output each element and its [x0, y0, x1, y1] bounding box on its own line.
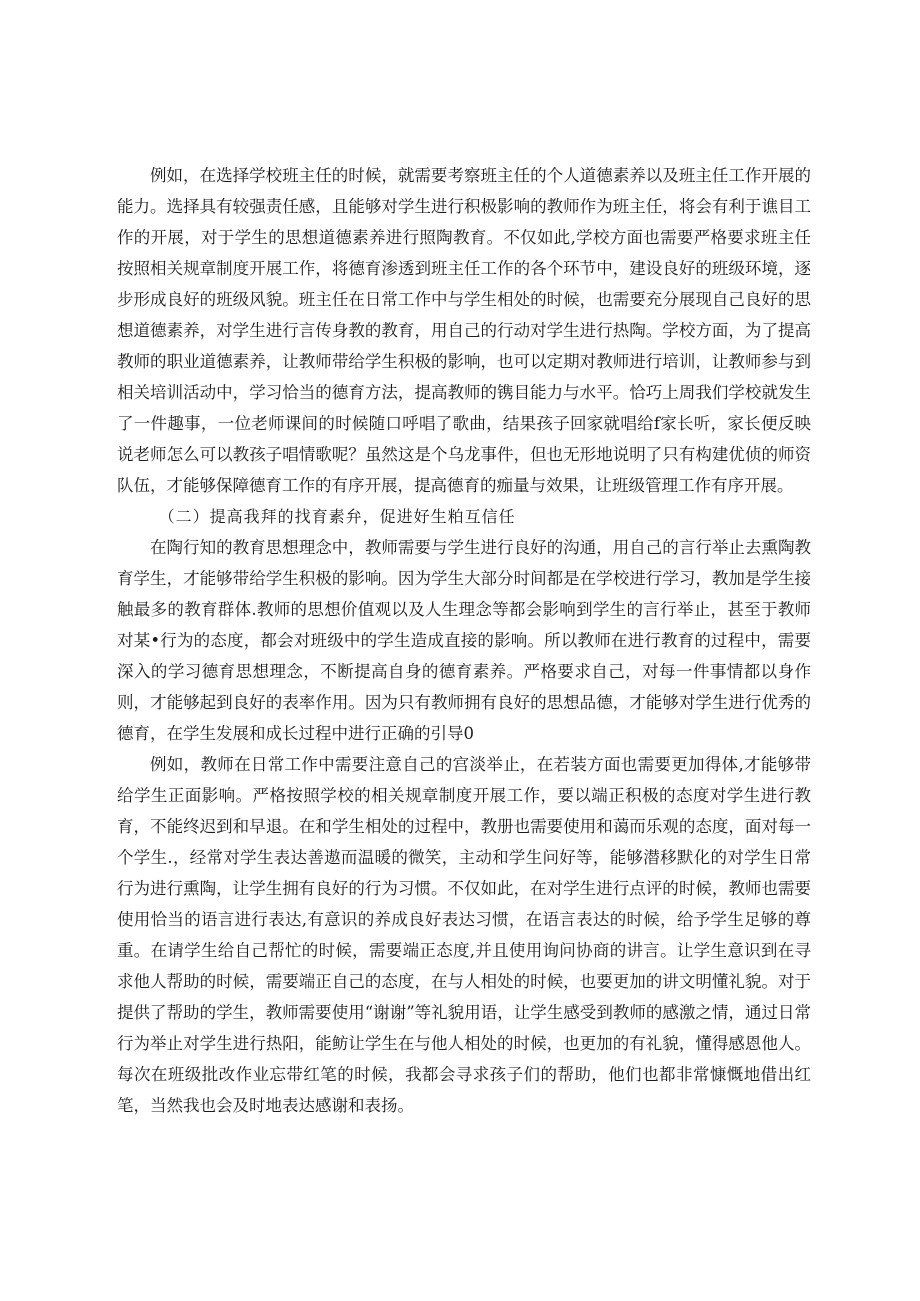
paragraph-class-teacher-example: 例如，在选择学校班主任的时候，就需要考察班主任的个人道德素养以及班主任工作开展的能力。选择具有较强责任感，且能够对学生进行积极影响的教师作为班主任，将会有利于谯目工作的开展，对于学生的思想道德素养进行照陶教育。不仅如此,学校方面也需要严格要求班主任按照相关规章制度开展工作，将德育渗透到班主任工作的各个环节中，建设良好的班级环境，逐步形成良好的班级风貌。班主任在日常工作中与学生相处的时候，也需要充分展现自己良好的思想道德素养，对学生进行言传身教的教育，用自己的行动对学生进行热陶。学校方面，为了提高教师的职业道德素养，让教师带给学生积极的影响，也可以定期对教师进行培训，让教师参与到相关培训活动中，学习恰当的德育方法，提高教师的镌目能力与水平。恰巧上周我们学校就发生了一件趣事，一位老师课间的时候随口呼唱了歌曲，结果孩子回家就唱给f家长听，家长便反映说老师怎么可以教孩子唱情歌呢？虽然这是个乌龙事件，但也无形地说明了只有构建优侦的师资队伍，才能够保障德育工作的有序开展，提高德育的痂量与效果，让班级管理工作有序开展。: [117, 166, 811, 495]
paragraph-tao-xingzhi-theory: 在陶行知的教育思想理念中，教师需要与学生进行良好的沟通，用自己的言行举止去熏陶教育学生，才能够带给学生积极的影响。因为学生大部分时间都是在学校进行学习，教加是学生接触最多的教育群体.教师的思想价值观以及人生理念等都会影响到学生的言行举止，甚至于教师对某•行为的态度，都会对班级中的学生造成直接的影响。所以教师在进行教育的过程中，需要深入的学习德育思想理念，不断提高自身的德育素养。严格要求自己，对每一件事情都以身作则，才能够起到良好的表率作用。因为只有教师拥有良好的思想品德，才能够对学生进行优秀的德育，在学生发展和成长过程中进行正确的引导0: [117, 538, 811, 743]
paragraph-teacher-conduct-example: 例如，教师在日常工作中需要注意自己的宫淡举止，在若装方面也需要更加得体,才能够带给学生正面影响。严格按照学校的相关规章制度开展工作，要以端正积极的态度对学生进行教育，不能终迟到和早退。在和学生相处的过程中，教册也需要使用和蔼而乐观的态度，面对每一个学生.，经常对学生表达善遨而温暖的微笑，主动和学生问好等，能够潜移默化的对学生日常行为进行熏陶，让学生拥有良好的行为习惯。不仅如此，在对学生进行点评的时候，教师也需要使用恰当的语言进行表达,有意识的养成良好表达习惯，在语言表达的时候，给予学生足够的尊重。在请学生给自己帮忙的时候，需要端正态度,并且使用询问协商的讲言。让学生意识到在寻求他人帮助的时候，需要端正自己的态度，在与人相处的时候，也要更加的讲文明懂礼貌。对于提供了帮助的学生，教师需要使用“谢谢”等礼貌用语，让学生感受到教师的感激之情，通过日常行为举止对学生进行热阳，能鲂让学生在与他人相处的时候，也更加的有礼貌，懂得感恩他人。每次在班级批改作业忘带红笔的时候，我都会寻求孩子们的帮助，他们也都非常慷慨地借出红笔，当然我也会及时地表达感谢和表扬。: [117, 755, 811, 1115]
section-heading: （二）提高我拜的找育素弁，促进好生粕互信任: [158, 507, 516, 526]
document-page: [117, 160, 811, 1121]
